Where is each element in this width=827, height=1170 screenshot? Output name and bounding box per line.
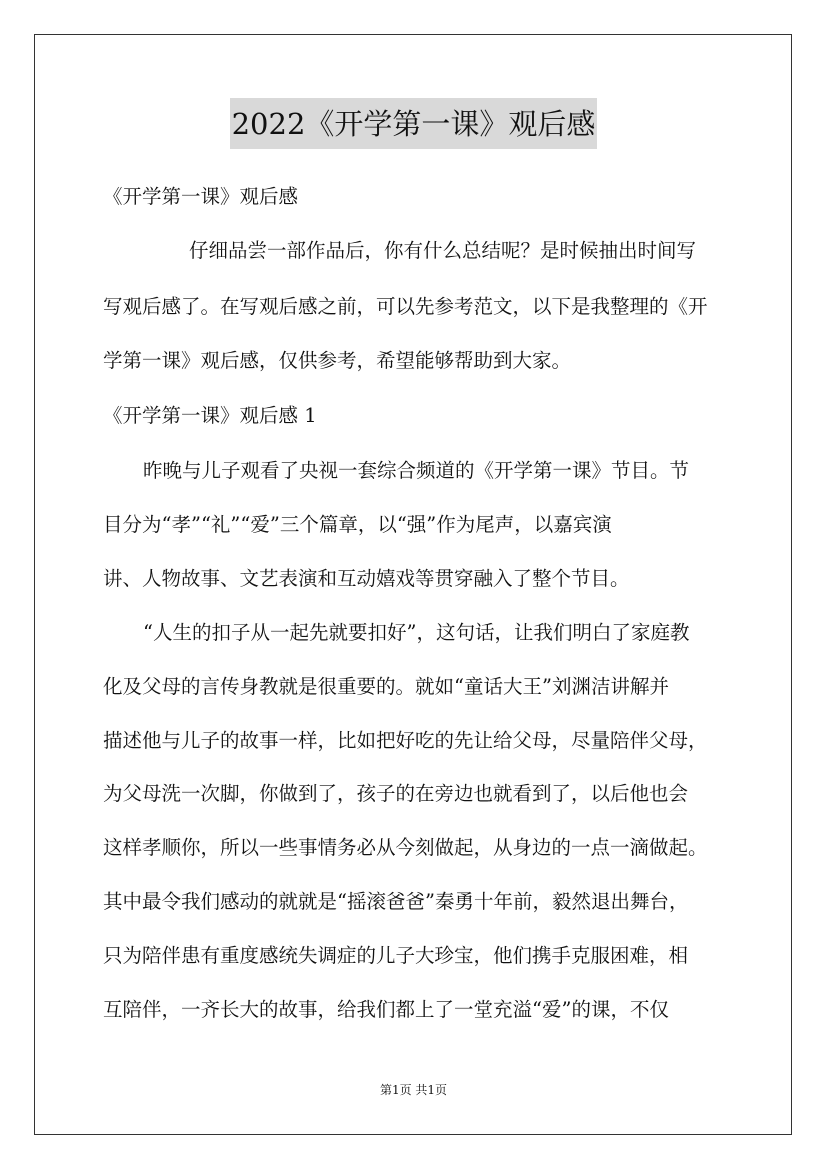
intro-line: 仔细品尝一部作品后，你有什么总结呢？是时候抽出时间写 bbox=[189, 239, 697, 262]
paragraph-line: 为父母洗一次脚，你做到了，孩子的在旁边也就看到了，以后他也会 bbox=[103, 782, 689, 805]
subtitle: 《开学第一课》观后感 bbox=[103, 185, 299, 208]
paragraph-line: 其中最令我们感动的就就是“摇滚爸爸”秦勇十年前，毅然退出舞台， bbox=[103, 890, 689, 913]
paragraph-line: “人生的扣子从一起先就要扣好”，这句话，让我们明白了家庭教 bbox=[143, 621, 690, 644]
intro-line: 写观后感了。在写观后感之前，可以先参考范文，以下是我整理的《开 bbox=[103, 295, 708, 318]
paragraph-line: 只为陪伴患有重度感统失调症的儿子大珍宝，他们携手克服困难，相 bbox=[103, 944, 689, 967]
paragraph-line: 昨晚与儿子观看了央视一套综合频道的《开学第一课》节目。节 bbox=[143, 459, 690, 482]
document-title: 2022《开学第一课》观后感 bbox=[230, 98, 598, 149]
paragraph-line: 这样孝顺你，所以一些事情务必从今刻做起，从身边的一点一滴做起。 bbox=[103, 836, 708, 859]
paragraph-line: 描述他与儿子的故事一样，比如把好吃的先让给父母，尽量陪伴父母， bbox=[103, 729, 708, 752]
section-heading: 《开学第一课》观后感 1 bbox=[103, 404, 317, 427]
paragraph-line: 讲、人物故事、文艺表演和互动嬉戏等贯穿融入了整个节目。 bbox=[103, 567, 630, 590]
page-footer: 第1页 共1页 bbox=[379, 1083, 448, 1097]
paragraph-line: 化及父母的言传身教就是很重要的。就如“童话大王”刘渊洁讲解并 bbox=[103, 675, 669, 698]
intro-line: 学第一课》观后感，仅供参考，希望能够帮助到大家。 bbox=[103, 349, 572, 372]
paragraph-line: 目分为“孝”“礼”“爱”三个篇章，以“强”作为尾声，以嘉宾演 bbox=[103, 513, 612, 536]
paragraph-line: 互陪伴，一齐长大的故事，给我们都上了一堂充溢“爱”的课，不仅 bbox=[103, 998, 669, 1021]
